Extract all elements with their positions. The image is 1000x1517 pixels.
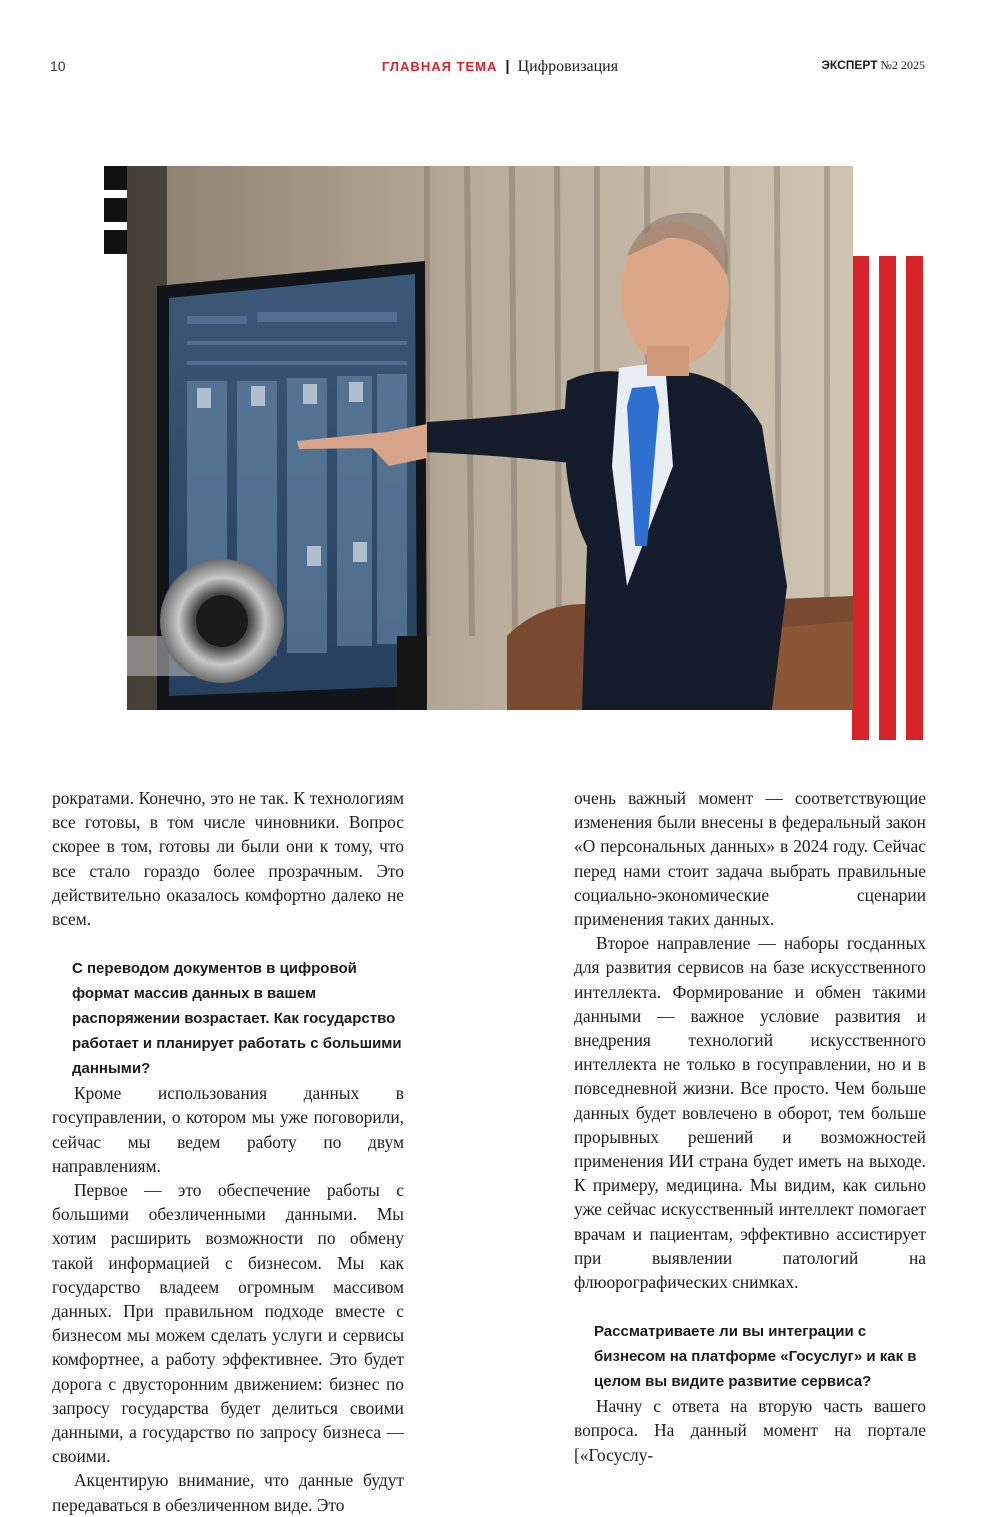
black-stripe (104, 166, 128, 190)
paragraph: Акцентирую внимание, что данные будут передаваться в обезличенном виде. Это (52, 1470, 404, 1515)
section-label: ГЛАВНАЯ ТЕМА (381, 59, 498, 74)
red-stripe (879, 256, 896, 740)
article-photo (127, 166, 853, 710)
black-stripe (104, 198, 128, 222)
paragraph: Начну с ответа на вторую часть вашего вопроса. На данный момент на портале [«Госуслу- (574, 1396, 926, 1465)
paragraph: Первое — это обеспечение работы с большими обезличенными данными. Мы хотим расширить возможности по обмену такой информацией с бизнесом. Мы как государство владеем огромным массивом данных. При правильном подходе вместе с бизнесом мы можем сделать услуги и сервисы комфортнее, а работу эффективнее. Это будет дорога с двусторонним движением: бизнес по запросу государства будет делиться своими данными, а государство по запросу бизнеса — своими. (52, 1180, 404, 1467)
paragraph: очень важный момент — соответствующие изменения были внесены в федеральный закон «О персональных данных» в 2024 году. Сейчас перед нами стоит задача выбрать правильные социально-экономические сценарии применения таких данных. (574, 788, 926, 930)
header-separator: | (505, 58, 510, 75)
paragraph: Второе направление — наборы госданных для развития сервисов на базе искусственного интеллекта. Формирование и обмен такими данными — важное условие развития и внедрения технологий искусственного интеллекта не только в госуправлении, но и в повседневной жизни. Все просто. Чем больше данных будет вовлечено в оборот, тем больше прорывных решений и возможностей применения ИИ страна будет иметь на выходе. К примеру, медицина. Мы видим, как сильно уже сейчас искусственный интеллект помогает врачам и пациентам, эффективно ассистирует при выявлении патологий на флюорографических снимках. (574, 933, 926, 1293)
paragraph: рократами. Конечно, это не так. К технологиям все готовы, в том числе чиновники. Вопрос скорее в том, готовы ли были они к тому, что все стало гораздо более прозрачным. Это действительно оказалось комфортно далеко не всем. (52, 788, 404, 930)
page-number: 10 (50, 58, 66, 74)
interview-question: Рассматриваете ли вы интеграции с бизнесом на платформе «Госуслуг» и как в целом вы видите развитие сервиса? (594, 1323, 917, 1391)
issue-number: №2 2025 (880, 58, 925, 72)
text-column-left (52, 786, 404, 1517)
magazine-name: ЭКСПЕРТ (821, 58, 878, 72)
topic-label: Цифровизация (517, 58, 619, 75)
red-stripe (906, 256, 923, 740)
paragraph: Кроме использования данных в госуправлении, о котором мы уже поговорили, сейчас мы ведем работу по двум направлениям. (52, 1083, 404, 1176)
decorative-black-stripes (104, 166, 128, 262)
text-column-right (574, 786, 926, 1467)
decorative-red-stripes (852, 256, 923, 740)
red-stripe (852, 256, 869, 740)
photo-illustration (127, 166, 853, 710)
black-stripe (104, 230, 128, 254)
interview-question: С переводом документов в цифровой формат массив данных в вашем распоряжении возрастает. Как государство работает и планирует работать с большими данными? (72, 960, 402, 1078)
magazine-issue (821, 58, 925, 73)
